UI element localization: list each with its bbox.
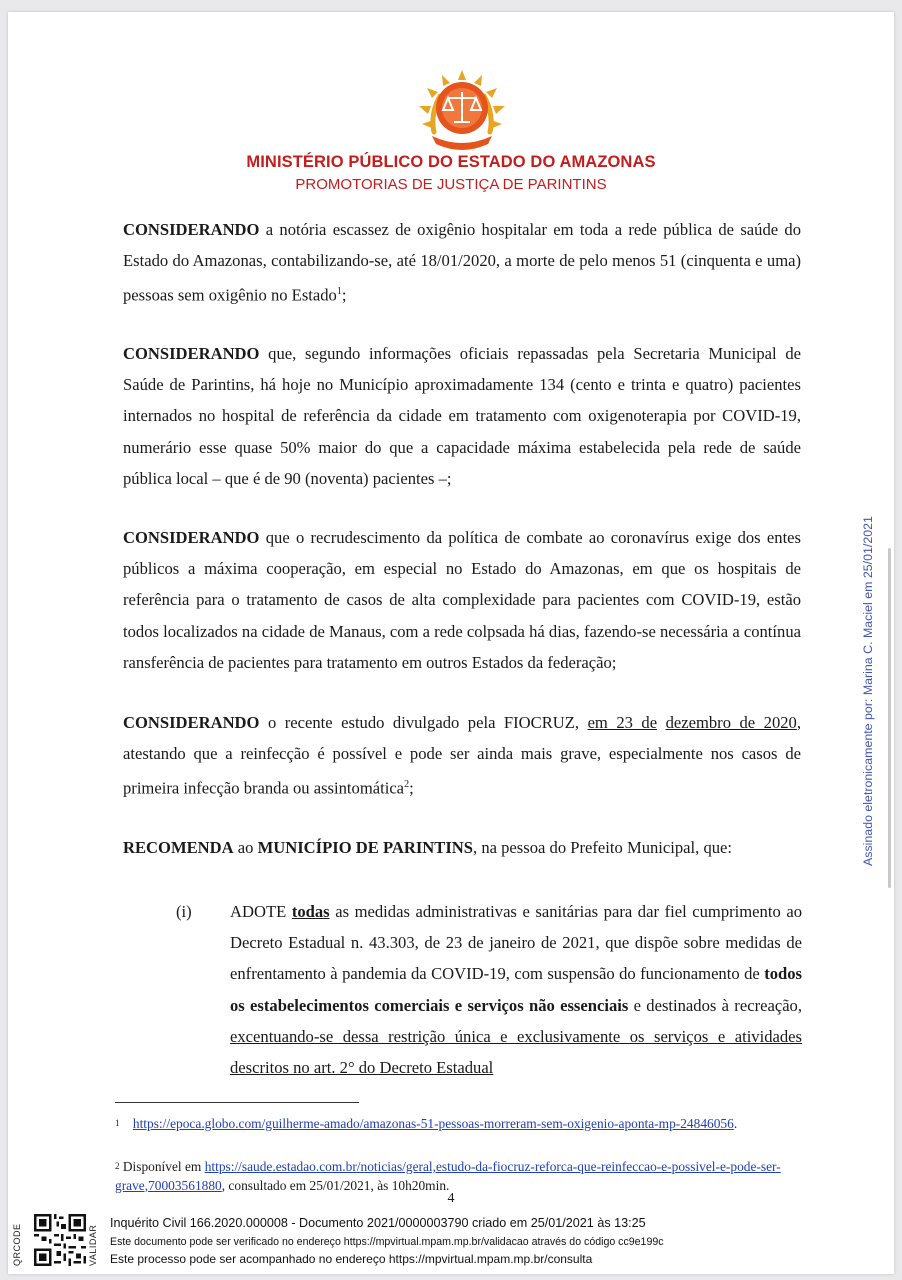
footnote-ref-1[interactable]: 1 — [336, 286, 342, 298]
item-body: as medidas administrativas e sanitárias para dar fiel cumprimento ao Decreto Estadual n. 43.303, de 23 de janeiro de 2021, que dispõe sobre medidas de enfrentamento à pandemia da COVID-19, com suspensão do funcionamento de — [230, 902, 802, 984]
footnote-2-link[interactable]: https://saude.estadao.com.br/noticias/geral,estudo-da-fiocruz-reforca-que-reinfeccao-e-possivel-e-pode-ser-grave,70003561880 — [115, 1159, 781, 1193]
item-underlined-text: excentuando-se dessa restrição única e exclusivamente os serviços e atividades descritos no art. 2° do Decreto Estadual — [230, 1026, 802, 1078]
footnote-end: . — [733, 1116, 738, 1131]
paragraph-lead: CONSIDERANDO — [123, 528, 260, 547]
considerando-paragraph-2 — [123, 338, 801, 494]
item-body: e destinados à recreação, — [628, 995, 802, 1015]
footer-verification-info: Este documento pode ser verificado no endereço https://mpvirtual.mpam.mp.br/validacao através do código cc9e199c — [110, 1236, 664, 1248]
paragraph-lead: CONSIDERANDO — [123, 220, 260, 239]
paragraph-text: que, segundo informações oficiais repassadas pela Secretaria Municipal de Saúde de Parintins, há hoje no Município aproximadamente 134 (cento e trinta e quatro) pacientes internados no hospital de referência da cidade em tratamento com oxigenoterapia por COVID-19, numerário esse quase 50% maior do que a capacidade máxima estabelecida pela rede de saúde pública local – que é de 90 (noventa) pacientes –; — [123, 344, 801, 488]
department-subtitle: PROMOTORIAS DE JUSTIÇA DE PARINTINS — [295, 176, 607, 193]
underlined-date-part: em 23 de — [587, 713, 658, 732]
paragraph-text: o recente estudo divulgado pela FIOCRUZ, — [259, 713, 588, 732]
paragraph-lead: RECOMENDA — [123, 838, 234, 857]
paragraph-lead: CONSIDERANDO — [123, 344, 260, 363]
footnote-mark: 2 — [115, 1161, 120, 1171]
paragraph-end: ; — [409, 778, 414, 798]
entity-name: MUNICÍPIO DE PARINTINS — [257, 838, 474, 857]
item-bold-text: todos os estabelecimentos comerciais e serviços não essenciais — [230, 964, 802, 1015]
qrcode-label: QRCODE — [12, 1223, 22, 1266]
paragraph-text: que o recrudescimento da política de combate ao coronavírus exige dos entes públicos a máxima cooperação, em especial no Estado do Amazonas, em que os hospitais de referência para o tratamento de casos de alta complexidade para pacientes com COVID-19, estão todos localizados na cidade de Manaus, com a rede colpsada há dias, fazendo-se necessária a contínua ransferência de pacientes para tratamento em outros Estados da federação; — [123, 528, 801, 672]
footnote-ref-2[interactable]: 2 — [404, 779, 410, 791]
paragraph-text: a notória escassez de oxigênio hospitalar em toda a rede pública de saúde do Estado do Amazonas, contabilizando-se, até 18/01/2020, a morte de pelo menos 51 (cinquenta e uma) pessoas sem oxigênio no Estado — [123, 220, 801, 305]
recomenda-paragraph — [123, 832, 801, 863]
footer-document-info: Inquérito Civil 166.2020.000008 - Documento 2021/0000003790 criado em 25/01/2021 às 13:25 — [110, 1216, 646, 1230]
considerando-paragraph-4 — [123, 707, 801, 804]
footnote-1 — [115, 1115, 807, 1134]
qr-code-icon[interactable] — [34, 1214, 86, 1266]
considerando-paragraph-1 — [123, 214, 801, 311]
footnote-end: , consultado em 25/01/2021, às 10h20min. — [221, 1177, 450, 1193]
item-emphasis: todas — [291, 902, 330, 921]
mp-amazonas-seal-icon — [412, 66, 512, 154]
footnote-prefix: Disponível em — [122, 1159, 205, 1174]
date-separator — [657, 713, 666, 732]
page-number: 4 — [447, 1191, 455, 1206]
paragraph-text: ao — [233, 838, 258, 857]
footnote-1-link[interactable]: https://epoca.globo.com/guilherme-amado/amazonas-51-pessoas-morreram-sem-oxigenio-aponta-mp-24846056 — [132, 1116, 734, 1131]
scroll-indicator[interactable] — [888, 548, 891, 888]
footnote-2 — [115, 1158, 807, 1195]
footnote-divider — [115, 1102, 359, 1103]
institution-title: MINISTÉRIO PÚBLICO DO ESTADO DO AMAZONAS — [246, 153, 656, 171]
considerando-paragraph-3 — [123, 522, 801, 678]
underlined-date-part: dezembro de 2020 — [665, 713, 797, 732]
item-text — [230, 896, 802, 1083]
paragraph-lead: CONSIDERANDO — [123, 713, 260, 732]
electronic-signature-stamp: Assinado eletronicamente por: Marina C. Maciel em 25/01/2021 — [861, 516, 875, 866]
paragraph-text: , na pessoa do Prefeito Municipal, que: — [473, 838, 733, 857]
item-verb: ADOTE — [230, 902, 292, 921]
validar-label: VALIDAR — [88, 1224, 98, 1266]
paragraph-end: ; — [341, 285, 347, 305]
paragraph-text: , atestando que a reinfecção é possível e pode ser ainda mais grave, especialmente nos casos de primeira infecção branda ou assintomática — [123, 713, 801, 798]
footnote-mark: 1 — [115, 1118, 120, 1128]
footer-tracking-info: Este processo pode ser acompanhado no endereço https://mpvirtual.mpam.mp.br/consulta — [110, 1252, 593, 1266]
item-number: (i) — [176, 902, 192, 921]
